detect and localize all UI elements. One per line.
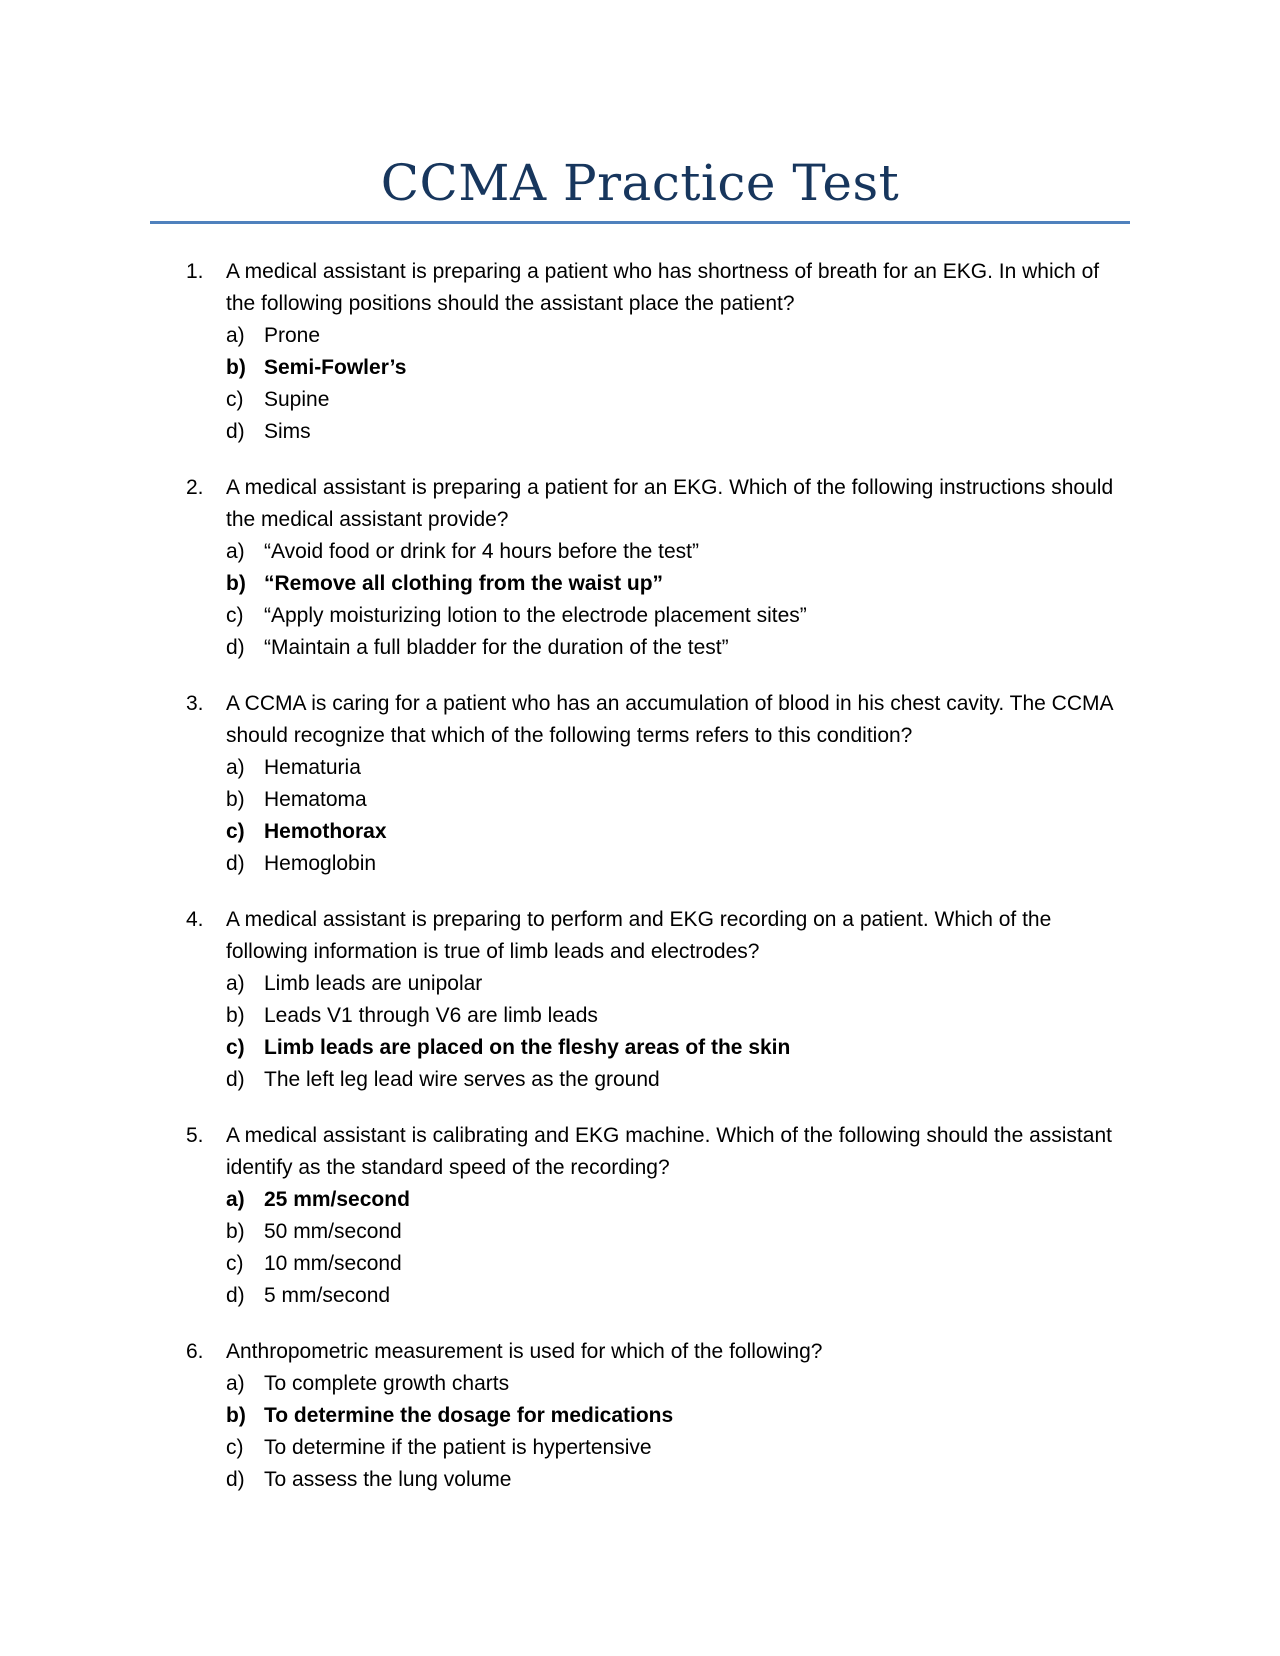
- answer-option-correct: [226, 1032, 1126, 1064]
- answer-option: [226, 752, 1126, 784]
- option-letter: c): [226, 1036, 245, 1059]
- option-letter: c): [226, 388, 244, 411]
- question-1: [186, 256, 1126, 448]
- answer-option: [226, 1432, 1126, 1464]
- option-text: Hemoglobin: [264, 852, 377, 875]
- question-text: A medical assistant is calibrating and EKG machine. Which of the following should the assistant identify as the standard speed of the recording?: [226, 1124, 1112, 1179]
- option-text: Semi-Fowler’s: [264, 356, 407, 379]
- question-number: 5.: [186, 1124, 204, 1147]
- answer-option-correct: [226, 816, 1126, 848]
- question-3: [186, 688, 1126, 880]
- answer-option: [226, 1000, 1126, 1032]
- answer-options: [226, 536, 1126, 664]
- option-letter: a): [226, 756, 245, 779]
- answer-option: [226, 1216, 1126, 1248]
- option-text: 25 mm/second: [264, 1188, 410, 1211]
- option-text: To determine if the patient is hypertensive: [264, 1436, 652, 1459]
- question-number: 1.: [186, 260, 204, 283]
- option-letter: a): [226, 1372, 245, 1395]
- answer-option-correct: [226, 568, 1126, 600]
- answer-option: [226, 536, 1126, 568]
- option-text: Sims: [264, 420, 311, 443]
- answer-option: [226, 1064, 1126, 1096]
- option-text: The left leg lead wire serves as the ground: [264, 1068, 660, 1091]
- question-2: [186, 472, 1126, 664]
- question-number: 3.: [186, 692, 204, 715]
- option-letter: a): [226, 1188, 245, 1211]
- question-text: A CCMA is caring for a patient who has an accumulation of blood in his chest cavity. The CCMA should recognize that which of the following terms refers to this condition?: [226, 692, 1113, 747]
- answer-option: [226, 848, 1126, 880]
- answer-option-correct: [226, 352, 1126, 384]
- option-text: “Maintain a full bladder for the duration of the test”: [264, 636, 729, 659]
- question-text: A medical assistant is preparing a patient for an EKG. Which of the following instructions should the medical assistant provide?: [226, 476, 1114, 531]
- question-list: [186, 256, 1126, 1520]
- answer-options: [226, 320, 1126, 448]
- option-letter: b): [226, 572, 246, 595]
- answer-option-correct: [226, 1184, 1126, 1216]
- option-text: To determine the dosage for medications: [264, 1404, 674, 1427]
- option-text: 10 mm/second: [264, 1252, 402, 1275]
- option-text: Limb leads are placed on the fleshy areas of the skin: [264, 1036, 791, 1059]
- page-title: CCMA Practice Test: [380, 154, 900, 212]
- option-text: Hematoma: [264, 788, 367, 811]
- option-letter: d): [226, 1068, 245, 1091]
- answer-option: [226, 784, 1126, 816]
- option-letter: b): [226, 1220, 245, 1243]
- answer-options: [226, 752, 1126, 880]
- answer-option: [226, 416, 1126, 448]
- option-letter: b): [226, 356, 246, 379]
- answer-options: [226, 1368, 1126, 1496]
- option-letter: a): [226, 972, 245, 995]
- answer-option: [226, 320, 1126, 352]
- title-underline: [150, 221, 1130, 224]
- option-text: “Remove all clothing from the waist up”: [264, 572, 664, 595]
- option-text: “Avoid food or drink for 4 hours before the test”: [264, 540, 700, 563]
- option-text: 50 mm/second: [264, 1220, 402, 1243]
- answer-options: [226, 1184, 1126, 1312]
- answer-option: [226, 968, 1126, 1000]
- option-text: Prone: [264, 324, 321, 347]
- option-text: Leads V1 through V6 are limb leads: [264, 1004, 598, 1027]
- option-letter: b): [226, 788, 245, 811]
- option-letter: b): [226, 1004, 245, 1027]
- question-text: A medical assistant is preparing to perform and EKG recording on a patient. Which of the following information is true of limb leads and electrodes?: [226, 908, 1052, 963]
- option-letter: d): [226, 636, 245, 659]
- option-letter: b): [226, 1404, 246, 1427]
- answer-option: [226, 600, 1126, 632]
- option-letter: d): [226, 1284, 245, 1307]
- option-letter: c): [226, 604, 244, 627]
- option-text: Supine: [264, 388, 330, 411]
- option-text: To complete growth charts: [264, 1372, 510, 1395]
- answer-option-correct: [226, 1400, 1126, 1432]
- option-text: 5 mm/second: [264, 1284, 391, 1307]
- answer-options: [226, 968, 1126, 1096]
- option-text: Limb leads are unipolar: [264, 972, 483, 995]
- question-text: Anthropometric measurement is used for which of the following?: [226, 1340, 823, 1363]
- question-text: A medical assistant is preparing a patient who has shortness of breath for an EKG. In which of the following positions should the assistant place the patient?: [226, 260, 1100, 315]
- option-letter: c): [226, 820, 245, 843]
- question-number: 2.: [186, 476, 204, 499]
- option-text: Hematuria: [264, 756, 361, 779]
- option-letter: a): [226, 540, 245, 563]
- option-letter: c): [226, 1436, 244, 1459]
- question-5: [186, 1120, 1126, 1312]
- question-6: [186, 1336, 1126, 1496]
- answer-option: [226, 632, 1126, 664]
- answer-option: [226, 1280, 1126, 1312]
- question-4: [186, 904, 1126, 1096]
- option-letter: d): [226, 852, 245, 875]
- option-text: To assess the lung volume: [264, 1468, 512, 1491]
- answer-option: [226, 1464, 1126, 1496]
- answer-option: [226, 384, 1126, 416]
- answer-option: [226, 1368, 1126, 1400]
- option-text: Hemothorax: [264, 820, 387, 843]
- answer-option: [226, 1248, 1126, 1280]
- option-text: “Apply moisturizing lotion to the electrode placement sites”: [264, 604, 807, 627]
- option-letter: c): [226, 1252, 244, 1275]
- option-letter: a): [226, 324, 245, 347]
- question-number: 4.: [186, 908, 204, 931]
- question-number: 6.: [186, 1340, 204, 1363]
- option-letter: d): [226, 420, 245, 443]
- option-letter: d): [226, 1468, 245, 1491]
